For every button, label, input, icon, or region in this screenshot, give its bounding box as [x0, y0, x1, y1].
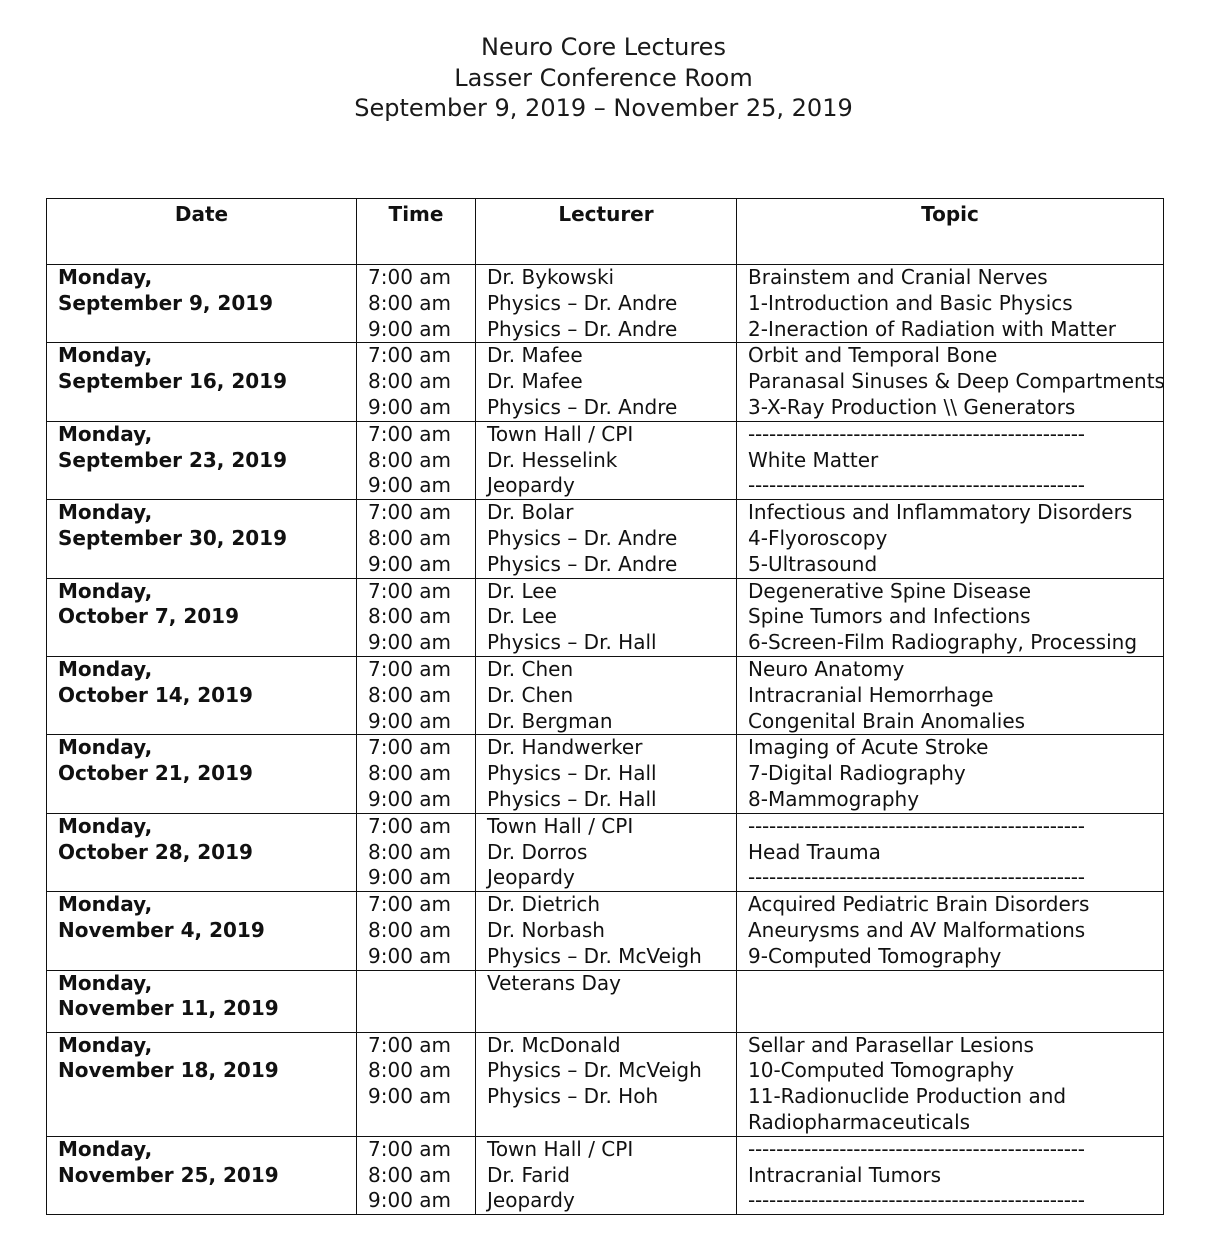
time-cell [357, 343, 476, 421]
topic-separator-dashes: ------------------------------------------------ [748, 1188, 1085, 1213]
lecturer-name: Physics – Dr. Hall [487, 761, 657, 786]
lecturer-name: Dr. Norbash [487, 917, 605, 942]
time-cell [357, 813, 476, 891]
lecturer-cell [476, 500, 737, 578]
topic-cell [737, 343, 1164, 421]
time-cell [357, 1136, 476, 1214]
weekday-text: Monday, [58, 813, 153, 838]
date-text: November 4, 2019 [58, 917, 265, 942]
topic-cell [737, 500, 1164, 578]
lecturer-cell [476, 656, 737, 734]
topic-text: Paranasal Sinuses & Deep Compartments [748, 369, 1165, 394]
lecturer-name: Dr. McDonald [487, 1032, 621, 1057]
time-cell [357, 578, 476, 656]
lecturer-cell [476, 343, 737, 421]
topic-text: Congenital Brain Anomalies [748, 708, 1026, 733]
topic-text: Aneurysms and AV Malformations [748, 917, 1086, 942]
lecturer-name: Dr. Bergman [487, 708, 613, 733]
date-cell [47, 265, 357, 343]
time-slot: 7:00 am [368, 735, 452, 760]
topic-text: Intracranial Hemorrhage [748, 682, 994, 707]
column-header-lecturer: Lecturer [476, 199, 737, 265]
time-slot: 7:00 am [368, 421, 452, 446]
lecturer-cell [476, 1136, 737, 1214]
time-slot: 9:00 am [368, 943, 452, 968]
time-slot: 9:00 am [368, 1084, 452, 1109]
time-slot: 9:00 am [368, 630, 452, 655]
date-cell [47, 421, 357, 499]
date-text: November 25, 2019 [58, 1162, 279, 1187]
date-text: November 11, 2019 [58, 996, 279, 1021]
weekday-text: Monday, [58, 500, 153, 525]
time-slot: 8:00 am [368, 1058, 452, 1083]
weekday-text: Monday, [58, 265, 153, 289]
document-date-range: September 9, 2019 – November 25, 2019 [354, 94, 853, 122]
lecturer-name: Dr. Dietrich [487, 892, 601, 917]
topic-text: Orbit and Temporal Bone [748, 343, 998, 368]
topic-text: 2-Ineraction of Radiation with Matter [748, 316, 1116, 341]
weekday-text: Monday, [58, 735, 153, 760]
document-header [0, 32, 1207, 124]
topic-cell [737, 813, 1164, 891]
time-slot: 7:00 am [368, 265, 452, 289]
topic-text: 10-Computed Tomography [748, 1058, 1015, 1083]
time-slot: 7:00 am [368, 1136, 452, 1161]
lecturer-cell [476, 735, 737, 813]
weekday-text: Monday, [58, 892, 153, 917]
topic-separator-dashes: ------------------------------------------------ [748, 473, 1085, 498]
topic-cell [737, 892, 1164, 970]
topic-text: Brainstem and Cranial Nerves [748, 265, 1048, 289]
table-body [47, 265, 1164, 1215]
time-slot: 8:00 am [368, 525, 452, 550]
time-slot: 7:00 am [368, 1032, 452, 1057]
time-slot: 8:00 am [368, 447, 452, 472]
lecturer-name: Jeopardy [487, 865, 575, 890]
date-text: October 21, 2019 [58, 761, 253, 786]
time-slot: 9:00 am [368, 1188, 452, 1213]
topic-cell [737, 265, 1164, 343]
time-cell [357, 892, 476, 970]
topic-text: Degenerative Spine Disease [748, 578, 1032, 603]
time-slot: 8:00 am [368, 604, 452, 629]
date-cell [47, 578, 357, 656]
topic-text: 6-Screen-Film Radiography, Processing [748, 630, 1138, 655]
topic-text: Infectious and Inflammatory Disorders [748, 500, 1133, 525]
topic-text: 4-Flyoroscopy [748, 525, 888, 550]
table-row [47, 500, 1164, 578]
topic-text: 8-Mammography [748, 786, 920, 811]
date-cell [47, 813, 357, 891]
lecturer-name: Physics – Dr. Andre [487, 394, 678, 419]
lecturer-name: Dr. Chen [487, 682, 574, 707]
topic-text: 9-Computed Tomography [748, 943, 1002, 968]
date-cell [47, 1136, 357, 1214]
lecturer-cell [476, 970, 737, 1032]
lecturer-name: Physics – Dr. Hoh [487, 1084, 659, 1109]
topic-separator-dashes: ------------------------------------------------ [748, 1136, 1085, 1161]
time-slot: 8:00 am [368, 369, 452, 394]
time-slot: 9:00 am [368, 708, 452, 733]
topic-text: 5-Ultrasound [748, 551, 878, 576]
document-title: Neuro Core Lectures [481, 33, 726, 61]
topic-text: Imaging of Acute Stroke [748, 735, 989, 760]
weekday-text: Monday, [58, 343, 153, 368]
time-slot: 7:00 am [368, 656, 452, 681]
time-slot: 9:00 am [368, 551, 452, 576]
topic-text: Radiopharmaceuticals [748, 1109, 971, 1134]
topic-text: Neuro Anatomy [748, 656, 905, 681]
lecturer-name: Dr. Handwerker [487, 735, 643, 760]
lecturer-name: Dr. Hesselink [487, 447, 618, 472]
date-cell [47, 656, 357, 734]
topic-text: Sellar and Parasellar Lesions [748, 1032, 1034, 1057]
topic-cell [737, 970, 1164, 1032]
topic-text: Head Trauma [748, 839, 881, 864]
lecturer-name: Physics – Dr. Andre [487, 525, 678, 550]
time-slot: 7:00 am [368, 892, 452, 917]
topic-cell [737, 421, 1164, 499]
column-header-time: Time [357, 199, 476, 265]
date-text: September 30, 2019 [58, 525, 288, 550]
time-slot: 9:00 am [368, 473, 452, 498]
date-text: October 14, 2019 [58, 682, 253, 707]
date-text: September 23, 2019 [58, 447, 288, 472]
topic-text: 11-Radionuclide Production and [748, 1084, 1067, 1109]
date-text: October 28, 2019 [58, 839, 253, 864]
time-slot: 9:00 am [368, 865, 452, 890]
time-cell [357, 735, 476, 813]
time-slot: 8:00 am [368, 761, 452, 786]
table-header-row [47, 199, 1164, 265]
table-row [47, 735, 1164, 813]
lecturer-name: Physics – Dr. Hall [487, 786, 657, 811]
lecture-schedule-table [46, 198, 1164, 1215]
topic-cell [737, 1136, 1164, 1214]
time-slot: 9:00 am [368, 316, 452, 341]
topic-cell [737, 735, 1164, 813]
time-cell [357, 970, 476, 1032]
topic-separator-dashes: ------------------------------------------------ [748, 421, 1085, 446]
lecturer-name: Physics – Dr. McVeigh [487, 943, 702, 968]
lecturer-name: Dr. Farid [487, 1162, 570, 1187]
time-cell [357, 265, 476, 343]
time-slot: 8:00 am [368, 917, 452, 942]
column-header-date: Date [47, 199, 357, 265]
table-row [47, 970, 1164, 1032]
date-text: November 18, 2019 [58, 1058, 279, 1083]
lecturer-name: Town Hall / CPI [487, 1136, 634, 1161]
weekday-text: Monday, [58, 421, 153, 446]
time-slot: 8:00 am [368, 682, 452, 707]
holiday-label: Veterans Day [487, 970, 622, 995]
weekday-text: Monday, [58, 970, 153, 995]
topic-text: 7-Digital Radiography [748, 761, 966, 786]
lecturer-cell [476, 421, 737, 499]
lecturer-name: Dr. Dorros [487, 839, 588, 864]
document-location: Lasser Conference Room [454, 63, 753, 92]
date-cell [47, 500, 357, 578]
lecturer-cell [476, 578, 737, 656]
time-cell [357, 500, 476, 578]
date-cell [47, 735, 357, 813]
column-header-topic: Topic [737, 199, 1164, 265]
topic-text: Acquired Pediatric Brain Disorders [748, 892, 1090, 917]
date-cell [47, 343, 357, 421]
date-cell [47, 892, 357, 970]
table-row [47, 813, 1164, 891]
topic-text: 3-X-Ray Production \\ Generators [748, 394, 1076, 419]
lecturer-name: Dr. Mafee [487, 369, 583, 394]
lecturer-name: Physics – Dr. Andre [487, 551, 678, 576]
topic-cell [737, 1032, 1164, 1136]
lecturer-name: Dr. Chen [487, 656, 574, 681]
lecturer-name: Town Hall / CPI [487, 421, 634, 446]
date-cell [47, 1032, 357, 1136]
lecturer-name: Dr. Lee [487, 578, 557, 603]
weekday-text: Monday, [58, 1136, 153, 1161]
topic-separator-dashes: ------------------------------------------------ [748, 865, 1085, 890]
lecturer-name: Physics – Dr. Andre [487, 316, 678, 341]
topic-cell [737, 578, 1164, 656]
date-text: September 16, 2019 [58, 369, 288, 394]
lecturer-name: Town Hall / CPI [487, 813, 634, 838]
topic-text: Spine Tumors and Infections [748, 604, 1031, 629]
weekday-text: Monday, [58, 656, 153, 681]
time-slot: 9:00 am [368, 394, 452, 419]
table-row [47, 656, 1164, 734]
lecturer-cell [476, 813, 737, 891]
table-row [47, 1032, 1164, 1136]
time-cell [357, 656, 476, 734]
time-slot: 7:00 am [368, 343, 452, 368]
time-cell [357, 421, 476, 499]
weekday-text: Monday, [58, 1032, 153, 1057]
lecturer-name: Jeopardy [487, 1188, 575, 1213]
lecturer-name: Physics – Dr. McVeigh [487, 1058, 702, 1083]
date-cell [47, 970, 357, 1032]
topic-separator-dashes: ------------------------------------------------ [748, 813, 1085, 838]
lecturer-name: Dr. Mafee [487, 343, 583, 368]
time-cell [357, 1032, 476, 1136]
time-slot: 7:00 am [368, 578, 452, 603]
lecturer-name: Dr. Bolar [487, 500, 574, 525]
time-slot: 7:00 am [368, 813, 452, 838]
lecturer-name: Physics – Dr. Andre [487, 290, 678, 315]
lecturer-cell [476, 1032, 737, 1136]
topic-text: Intracranial Tumors [748, 1162, 941, 1187]
time-slot: 8:00 am [368, 839, 452, 864]
topic-text: White Matter [748, 447, 879, 472]
topic-cell [737, 656, 1164, 734]
date-text: September 9, 2019 [58, 290, 274, 315]
table-row [47, 892, 1164, 970]
weekday-text: Monday, [58, 578, 153, 603]
lecturer-cell [476, 892, 737, 970]
table-row [47, 421, 1164, 499]
date-text: October 7, 2019 [58, 604, 240, 629]
topic-text: 1-Introduction and Basic Physics [748, 290, 1073, 315]
time-slot: 7:00 am [368, 500, 452, 525]
time-slot: 8:00 am [368, 1162, 452, 1187]
lecturer-name: Dr. Lee [487, 604, 557, 629]
time-slot: 8:00 am [368, 290, 452, 315]
lecturer-name: Physics – Dr. Hall [487, 630, 657, 655]
table-row [47, 343, 1164, 421]
table-row [47, 265, 1164, 343]
lecturer-name: Jeopardy [487, 473, 575, 498]
table-row [47, 1136, 1164, 1214]
lecturer-cell [476, 265, 737, 343]
table-row [47, 578, 1164, 656]
time-slot: 9:00 am [368, 786, 452, 811]
lecturer-name: Dr. Bykowski [487, 265, 615, 289]
